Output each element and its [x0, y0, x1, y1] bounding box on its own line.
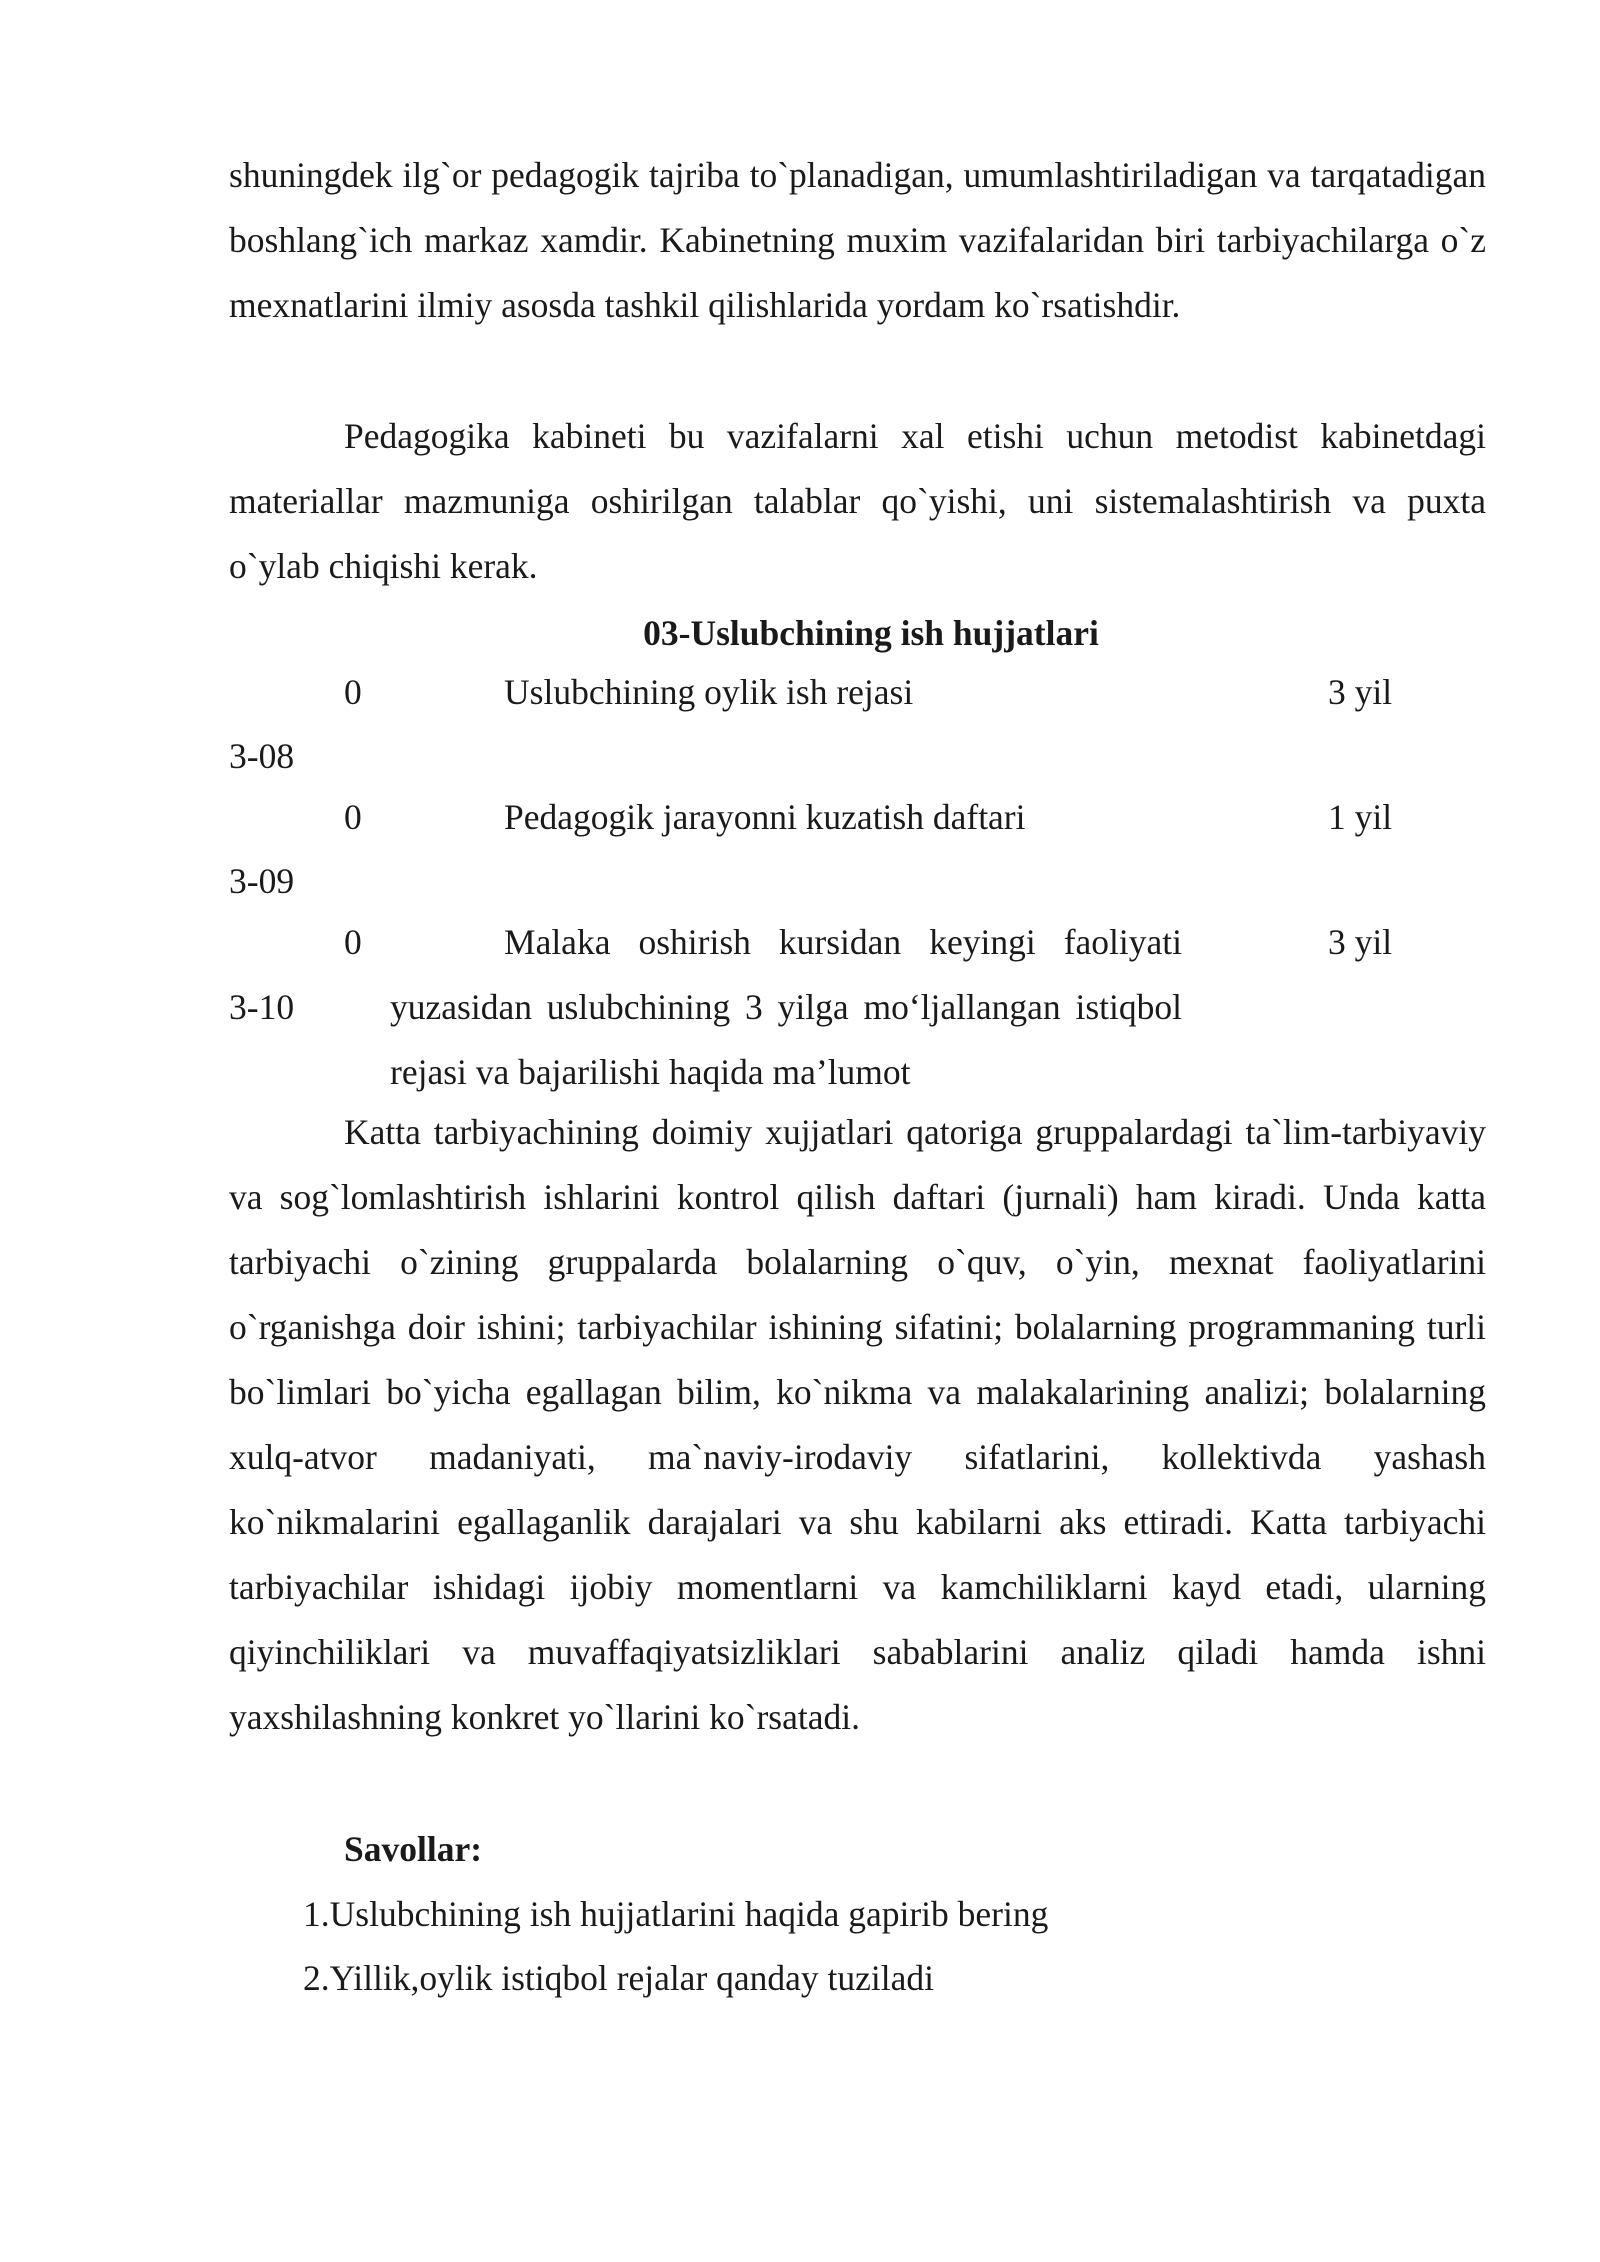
row-code-prefix: 0	[344, 922, 362, 962]
row-period: 1 yil	[1328, 797, 1393, 837]
paragraph-kabinet-tasks	[229, 404, 1486, 599]
question-item: 1.Uslubchining ish hujjatlarini haqida gapirib bering	[303, 1894, 1049, 1934]
row-code-suffix: 3-09	[229, 861, 295, 901]
row-code-prefix: 0	[344, 672, 362, 712]
row-title: Uslubchining oylik ish rejasi	[504, 672, 914, 712]
paragraph-katta-tarbiyachi	[229, 1100, 1486, 1750]
paragraph-text: shuningdek ilg`or pedagogik tajriba to`planadigan, umumlashtiriladigan va tarqatadigan boshlang`ich markaz xamdir. Kabinetning muxim vazifalaridan biri tarbiyachilarga o`z mexnatlarini ilmiy asosda tashkil qilishlarida yordam ko`rsatishdir.	[229, 155, 1486, 325]
row-title: Malaka oshirish kursidan keyingi faoliyati yuzasidan uslubchining 3 yilga mo‘ljallangan istiqbol rejasi va bajarilishi haqida ma’lumot	[390, 922, 1182, 1092]
question-item: 2.Yillik,oylik istiqbol rejalar qanday tuziladi	[303, 1958, 934, 1998]
row-code-suffix: 3-10	[229, 987, 295, 1027]
questions-heading: Savollar:	[344, 1829, 483, 1869]
row-code-prefix: 0	[344, 797, 362, 837]
row-code-suffix: 3-08	[229, 736, 295, 776]
row-title: Pedagogik jarayonni kuzatish daftari	[504, 797, 1026, 837]
section-heading: 03-Uslubchining ish hujjatlari	[643, 613, 1099, 653]
paragraph-kabinet-role	[229, 143, 1486, 338]
paragraph-text: Pedagogika kabineti bu vazifalarni xal etishi uchun metodist kabinetdagi materiallar mazmuniga oshirilgan talablar qo`yishi, uni sistemalashtirish va puxta o`ylab chiqishi kerak.	[229, 416, 1486, 586]
row-period: 3 yil	[1328, 672, 1393, 712]
row-period: 3 yil	[1328, 922, 1393, 962]
paragraph-text: Katta tarbiyachining doimiy xujjatlari qatoriga gruppalardagi ta`lim-tarbiyaviy va sog`lomlashtirish ishlarini kontrol qilish daftari (jurnali) ham kiradi. Unda katta tarbiyachi o`zining gruppalarda bolalarning o`quv, o`yin, mexnat faoliyatlarini o`rganishga doir ishini; tarbiyachilar ishining sifatini; bolalarning programmaning turli bo`limlari bo`yicha egallagan bilim, ko`nikma va malakalarining analizi; bolalarning xulq-atvor madaniyati, ma`naviy-irodaviy sifatlarini, kollektivda yashash ko`nikmalarini egallaganlik darajalari va shu kabilarni aks ettiradi. Katta tarbiyachi tarbiyachilar ishidagi ijobiy momentlarni va kamchiliklarni kayd etadi, ularning qiyinchiliklari va muvaffaqiyatsizliklari sabablarini analiz qiladi hamda ishni yaxshilashning konkret yo`llarini ko`rsatadi.	[229, 1112, 1486, 1737]
